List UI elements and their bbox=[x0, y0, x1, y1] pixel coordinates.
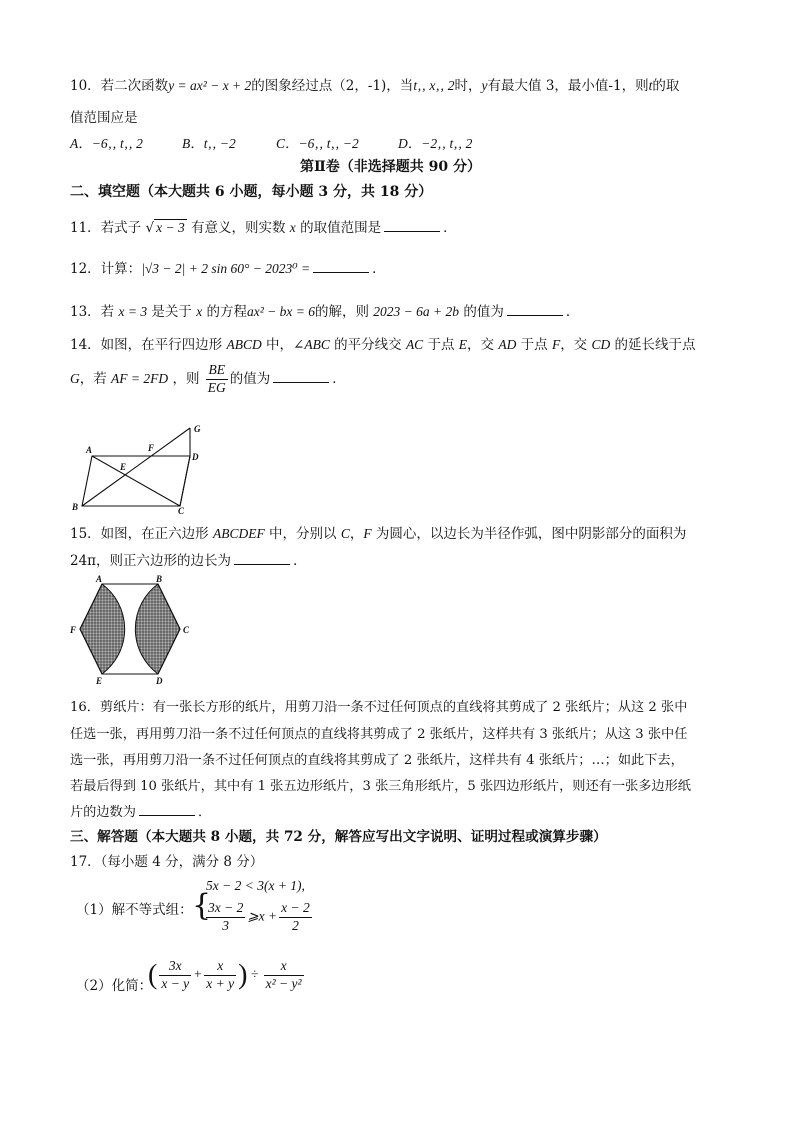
label-b: B bbox=[72, 502, 79, 512]
q17-expression: ( $\frac{3x}{x - y}$ + $\frac{x}{x + y}$ ) ÷ $\frac{x}{\text{x² − y²}}$ bbox=[148, 958, 302, 991]
q16-line2: 任选一张，再用剪刀沿一条不过任何顶点的直线将其剪成了 2 张纸片，这样共有 3 张纸片；从这 3 张中任 bbox=[70, 727, 688, 742]
q10-option-a: A．−6‚‚ t‚‚ 2 bbox=[70, 136, 143, 151]
q10-var-y: y bbox=[481, 78, 488, 93]
side-cd bbox=[180, 456, 190, 506]
label-c: C bbox=[183, 625, 190, 635]
q17-inequality-1: 5x − 2 < 3(x + 1), bbox=[206, 878, 305, 893]
label-e: E bbox=[96, 676, 103, 684]
q10-text: 有最大值 3，最小值-1，则 bbox=[487, 78, 649, 94]
q13-answer-blank bbox=[507, 303, 563, 316]
q16-line5: 片的边数为 ． bbox=[70, 805, 212, 820]
q16-answer-blank bbox=[139, 803, 195, 816]
label-a: A bbox=[86, 445, 93, 455]
q14-ratio: $\frac{BE}{EG}$ bbox=[207, 362, 226, 395]
q16-line4: 若最后得到 10 张纸片，其中有 1 张五边形纸片，3 张三角形纸片，5 张四边形纸片，则还有一张多边形纸 bbox=[70, 779, 691, 794]
q15-answer-blank bbox=[234, 552, 290, 565]
q17-part1-label: （1）解不等式组： bbox=[76, 902, 193, 918]
diagonal-ac bbox=[92, 456, 180, 506]
label-f: F bbox=[148, 443, 155, 453]
q15-hexagon-figure bbox=[70, 574, 196, 684]
q13-equation: ax² − bx = 6 bbox=[246, 304, 315, 319]
label-d: D bbox=[192, 452, 199, 462]
q14-parallelogram-figure bbox=[66, 418, 206, 514]
q10-text: 的图象经过点（2，-1)，当 bbox=[251, 78, 414, 94]
q10-var-t: t bbox=[648, 78, 653, 93]
q13: 13．若 x = 3 是关于 x 的方程ax² − bx = 6的解，则 2023 − 6a + 2b 的值为 ． bbox=[70, 304, 580, 320]
q10-option-b: B．t‚‚ −2 bbox=[182, 136, 236, 151]
label-c: C bbox=[178, 506, 185, 514]
label-e: E bbox=[120, 462, 127, 472]
brace-icon: { bbox=[192, 888, 212, 923]
q10-function: y = ax² − x + 2 bbox=[168, 78, 252, 93]
q11-answer-blank bbox=[384, 219, 440, 232]
q16-line1: 16．剪纸片：有一张长方形的纸片，用剪刀沿一条不过任何顶点的直线将其剪成了 2 张纸片；从这 2 张中 bbox=[70, 700, 688, 715]
q11-radicand: x − 3 bbox=[156, 220, 185, 235]
q11: 11．若式子 √ x − 3 有意义，则实数 x 的取值范围是 ． bbox=[70, 220, 457, 236]
q12: 12．计算：|√3 − 2| + 2 sin 60° − 2023⁰ = ． bbox=[70, 261, 386, 277]
shaded-region-left bbox=[80, 584, 125, 674]
q10-text: 时， bbox=[454, 78, 482, 94]
q16-line3: 选一张，再用剪刀沿一条不过任何顶点的直线将其剪成了 2 张纸片，这样共有 4 张纸片；…；如此下去， bbox=[70, 753, 684, 768]
line-bg bbox=[82, 428, 190, 506]
q15-line2: 24π，则正六边形的边长为 ． bbox=[70, 553, 307, 569]
q12-answer-blank bbox=[313, 260, 369, 273]
q10-line2: 值范围应是 bbox=[70, 110, 138, 126]
label-b: B bbox=[156, 574, 163, 584]
q17-title: 17．（每小题 4 分，满分 8 分） bbox=[70, 854, 264, 870]
part3-heading: 三、解答题（本大题共 8 小题，共 72 分，解答应写出文字说明、证明过程或演算步骤） bbox=[70, 829, 607, 845]
label-a: A bbox=[96, 574, 103, 584]
label-f: F bbox=[70, 625, 77, 635]
q17-inequality-2: $\frac{3x - 2}{3}$ ⩾x + $\frac{x - 2}{2}$ bbox=[208, 900, 310, 933]
q10-line1 bbox=[70, 74, 679, 94]
q13-expression: 2023 − 6a + 2b bbox=[373, 304, 460, 319]
q17-part2-label: （2）化简： bbox=[76, 978, 153, 994]
q14-line2: G，若 AF = 2FD ，则 $\frac{BE}{EG}$ 的值为 ． bbox=[70, 362, 346, 395]
q10-text: 的取 bbox=[652, 78, 680, 94]
q15-line1: 15．如图，在正六边形 ABCDEF 中，分别以 C，F 为圆心，以边长为半径作弧，图中阴影部分的面积为 bbox=[70, 526, 687, 542]
q14-answer-blank bbox=[273, 370, 329, 383]
q14-line1: 14．如图，在平行四边形 ABCD 中，∠ABC 的平分线交 AC 于点 E，交 AD 于点 F，交 CD 的延长线于点 bbox=[70, 337, 696, 353]
q10-option-d: D．−2‚‚ t‚‚ 2 bbox=[398, 136, 473, 151]
q10-text: 10．若二次函数 bbox=[70, 78, 169, 94]
q12-expression: |√3 − 2| + 2 sin 60° − 2023⁰ = bbox=[141, 261, 311, 276]
label-g: G bbox=[194, 424, 201, 434]
q10-range: t‚‚ x‚‚ 2 bbox=[413, 78, 455, 93]
part2-heading: 二、填空题（本大题共 6 小题，每小题 3 分，共 18 分） bbox=[70, 184, 433, 200]
section-title: 第Ⅱ卷（非选择题共 90 分） bbox=[300, 159, 482, 175]
label-d: D bbox=[156, 676, 163, 684]
q10-option-c: C．−6‚‚ t‚‚ −2 bbox=[276, 136, 359, 151]
shaded-region-right bbox=[135, 584, 180, 674]
